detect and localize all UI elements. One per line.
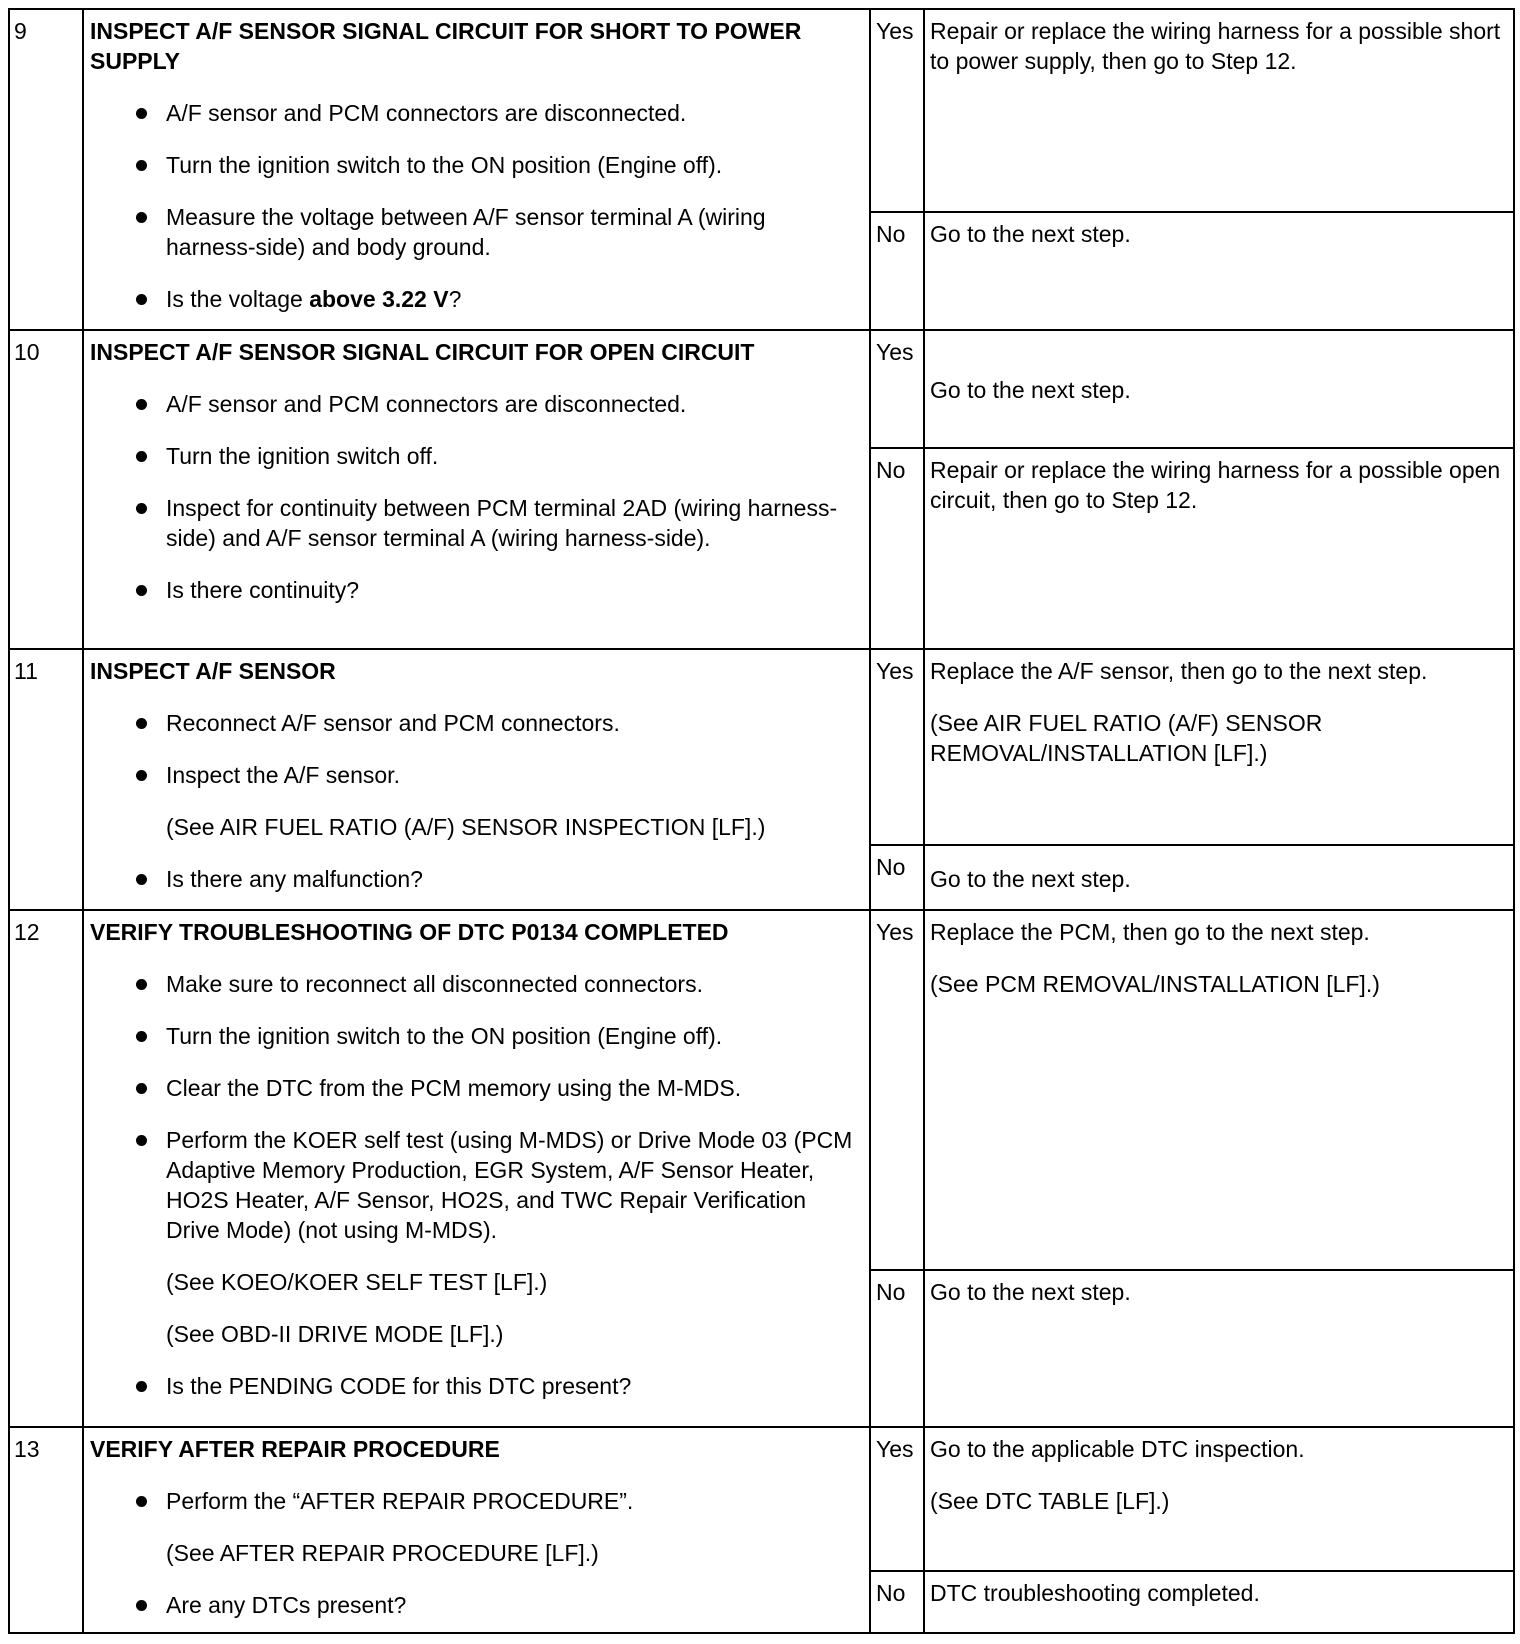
list-item: Reconnect A/F sensor and PCM connectors. — [90, 708, 859, 738]
yes-label: Yes — [870, 330, 924, 448]
no-label: No — [870, 1270, 924, 1427]
list-item: A/F sensor and PCM connectors are disconnected. — [90, 98, 859, 128]
list-item: Turn the ignition switch to the ON position (Engine off). — [90, 1021, 859, 1051]
bullet-icon — [136, 503, 147, 514]
yes-label: Yes — [870, 1427, 924, 1571]
yes-action: Replace the PCM, then go to the next step. (See PCM REMOVAL/INSTALLATION [LF].) — [924, 910, 1514, 1270]
reference-link[interactable]: (See AIR FUEL RATIO (A/F) SENSOR INSPECTION [LF].) — [166, 814, 766, 840]
list-item: Turn the ignition switch to the ON position (Engine off). — [90, 150, 859, 180]
step-9-row-yes — [9, 9, 1514, 212]
yes-action: Replace the A/F sensor, then go to the next step. (See AIR FUEL RATIO (A/F) SENSOR REMOVAL/INSTALLATION [LF].) — [924, 649, 1514, 845]
question-item: Is the PENDING CODE for this DTC present? — [90, 1371, 859, 1401]
bullet-icon — [136, 108, 147, 119]
list-item: Inspect the A/F sensor. — [90, 760, 859, 790]
reference-link[interactable]: (See AIR FUEL RATIO (A/F) SENSOR REMOVAL/INSTALLATION [LF].) — [930, 710, 1323, 766]
reference-link[interactable]: (See PCM REMOVAL/INSTALLATION [LF].) — [930, 971, 1380, 997]
bullet-icon — [136, 399, 147, 410]
list-item: A/F sensor and PCM connectors are disconnected. — [90, 389, 859, 419]
no-label: No — [870, 212, 924, 330]
yes-label: Yes — [870, 649, 924, 845]
list-item: Clear the DTC from the PCM memory using the M-MDS. — [90, 1073, 859, 1103]
troubleshooting-table — [8, 8, 1515, 1634]
list-item: Measure the voltage between A/F sensor terminal A (wiring harness-side) and body ground. — [90, 202, 859, 262]
yes-action: Go to the applicable DTC inspection. (See DTC TABLE [LF].) — [924, 1427, 1514, 1571]
step-body — [83, 910, 870, 1427]
step-body — [83, 9, 870, 330]
yes-action: Go to the next step. — [924, 330, 1514, 448]
reference-link[interactable]: (See KOEO/KOER SELF TEST [LF].) — [166, 1269, 548, 1295]
reference-link[interactable]: (See OBD-II DRIVE MODE [LF].) — [166, 1321, 504, 1347]
no-label: No — [870, 845, 924, 910]
bullet-icon — [136, 585, 147, 596]
bullet-icon — [136, 874, 147, 885]
step-12-row-yes — [9, 910, 1514, 1270]
yes-label: Yes — [870, 910, 924, 1270]
no-label: No — [870, 448, 924, 649]
step-body — [83, 649, 870, 910]
step-11-row-yes — [9, 649, 1514, 845]
question-item: Is there any malfunction? — [90, 864, 859, 894]
threshold-value: above 3.22 V — [309, 286, 449, 312]
step-title: INSPECT A/F SENSOR SIGNAL CIRCUIT FOR OPEN CIRCUIT — [90, 339, 755, 365]
reference-link[interactable]: (See DTC TABLE [LF].) — [930, 1488, 1170, 1514]
bullet-icon — [136, 1381, 147, 1392]
step-title: VERIFY TROUBLESHOOTING OF DTC P0134 COMPLETED — [90, 919, 729, 945]
bullet-icon — [136, 718, 147, 729]
list-item: Perform the KOER self test (using M-MDS) or Drive Mode 03 (PCM Adaptive Memory Production, EGR System, A/F Sensor Heater, HO2S Heater, A/F Sensor, HO2S, and TWC Repair Verification Drive Mode) (not using M-MDS). — [90, 1125, 859, 1245]
bullet-icon — [136, 451, 147, 462]
step-10-row-yes — [9, 330, 1514, 448]
step-number: 9 — [9, 9, 83, 330]
no-label: No — [870, 1571, 924, 1633]
bullet-icon — [136, 160, 147, 171]
no-action: Repair or replace the wiring harness for a possible open circuit, then go to Step 12. — [924, 448, 1514, 649]
question-item: Is the voltage above 3.22 V? — [90, 284, 859, 314]
no-action: Go to the next step. — [924, 1270, 1514, 1427]
dtc-troubleshooting-page — [8, 8, 1513, 1634]
no-action: Go to the next step. — [924, 845, 1514, 910]
yes-label: Yes — [870, 9, 924, 212]
step-title: VERIFY AFTER REPAIR PROCEDURE — [90, 1436, 500, 1462]
step-title: INSPECT A/F SENSOR SIGNAL CIRCUIT FOR SHORT TO POWER SUPPLY — [90, 18, 802, 74]
list-item: Make sure to reconnect all disconnected connectors. — [90, 969, 859, 999]
reference-link[interactable]: (See AFTER REPAIR PROCEDURE [LF].) — [166, 1540, 599, 1566]
question-item: Is there continuity? — [90, 575, 859, 605]
list-item: Inspect for continuity between PCM terminal 2AD (wiring harness-side) and A/F sensor terminal A (wiring harness-side). — [90, 493, 859, 553]
yes-action: Repair or replace the wiring harness for a possible short to power supply, then go to Step 12. — [924, 9, 1514, 212]
bullet-icon — [136, 1083, 147, 1094]
bullet-icon — [136, 1135, 147, 1146]
bullet-icon — [136, 294, 147, 305]
step-number: 11 — [9, 649, 83, 910]
bullet-icon — [136, 1600, 147, 1611]
bullet-icon — [136, 770, 147, 781]
list-item: Perform the “AFTER REPAIR PROCEDURE”. — [90, 1486, 859, 1516]
step-number: 10 — [9, 330, 83, 649]
bullet-icon — [136, 1031, 147, 1042]
bullet-icon — [136, 212, 147, 223]
step-body — [83, 330, 870, 649]
bullet-icon — [136, 979, 147, 990]
step-13-row-yes — [9, 1427, 1514, 1571]
step-body — [83, 1427, 870, 1633]
step-number: 13 — [9, 1427, 83, 1633]
list-item: Turn the ignition switch off. — [90, 441, 859, 471]
no-action: DTC troubleshooting completed. — [924, 1571, 1514, 1633]
step-title: INSPECT A/F SENSOR — [90, 658, 336, 684]
question-item: Are any DTCs present? — [90, 1590, 859, 1620]
bullet-icon — [136, 1496, 147, 1507]
no-action: Go to the next step. — [924, 212, 1514, 330]
step-number: 12 — [9, 910, 83, 1427]
